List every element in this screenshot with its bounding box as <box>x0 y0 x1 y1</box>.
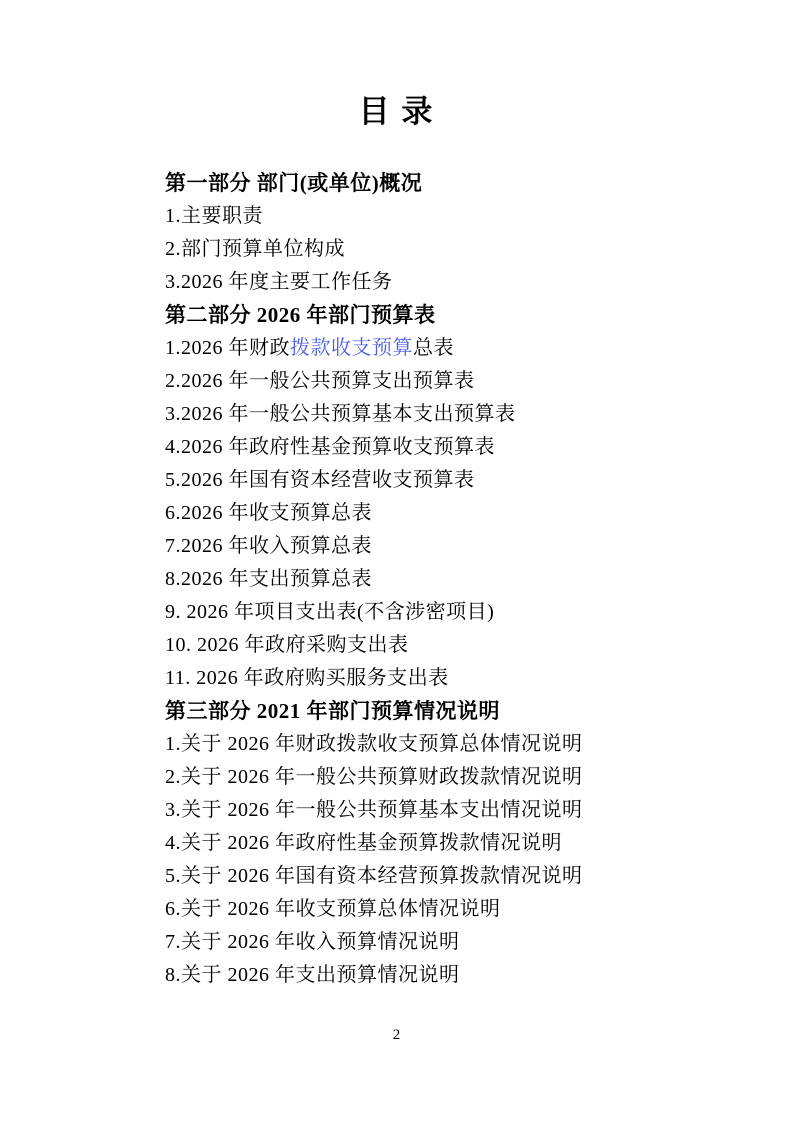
toc-item: 8.关于 2026 年支出预算情况说明 <box>165 964 460 986</box>
table-of-contents <box>165 167 683 992</box>
toc-item: 10. 2026 年政府采购支出表 <box>165 634 409 656</box>
toc-item: 3.关于 2026 年一般公共预算基本支出情况说明 <box>165 799 583 821</box>
toc-item: 1.关于 2026 年财政拨款收支预算总体情况说明 <box>165 733 583 755</box>
toc-item: 9. 2026 年项目支出表(不含涉密项目) <box>165 601 495 623</box>
toc-item: 6.关于 2026 年收支预算总体情况说明 <box>165 898 501 920</box>
toc-item: 4.关于 2026 年政府性基金预算拨款情况说明 <box>165 832 562 854</box>
section-heading-part1: 第一部分 部门(或单位)概况 <box>165 171 423 195</box>
toc-item: 3.2026 年度主要工作任务 <box>165 271 393 293</box>
toc-item: 1.主要职责 <box>165 205 263 227</box>
toc-item: 5.关于 2026 年国有资本经营预算拨款情况说明 <box>165 865 583 887</box>
toc-item: 4.2026 年政府性基金预算收支预算表 <box>165 436 495 458</box>
toc-item: 7.2026 年收入预算总表 <box>165 535 372 557</box>
section-heading-part2: 第二部分 2026 年部门预算表 <box>165 303 436 327</box>
toc-item-text: 总表 <box>413 337 454 359</box>
toc-item: 2.部门预算单位构成 <box>165 238 345 260</box>
toc-item <box>165 332 683 365</box>
page-number: 2 <box>392 1027 401 1043</box>
toc-item: 2.2026 年一般公共预算支出预算表 <box>165 370 475 392</box>
toc-item: 5.2026 年国有资本经营收支预算表 <box>165 469 475 491</box>
toc-item: 8.2026 年支出预算总表 <box>165 568 372 590</box>
toc-item: 2.关于 2026 年一般公共预算财政拨款情况说明 <box>165 766 583 788</box>
toc-item: 3.2026 年一般公共预算基本支出预算表 <box>165 403 516 425</box>
toc-item: 6.2026 年收支预算总表 <box>165 502 372 524</box>
toc-item-link[interactable]: 拨款收支预算 <box>290 337 413 359</box>
toc-item-text: 1.2026 年财政 <box>165 337 290 359</box>
toc-item: 11. 2026 年政府购买服务支出表 <box>165 667 449 689</box>
toc-item: 7.关于 2026 年收入预算情况说明 <box>165 931 460 953</box>
page-title: 目 录 <box>358 94 435 129</box>
section-heading-part3: 第三部分 2021 年部门预算情况说明 <box>165 699 500 723</box>
